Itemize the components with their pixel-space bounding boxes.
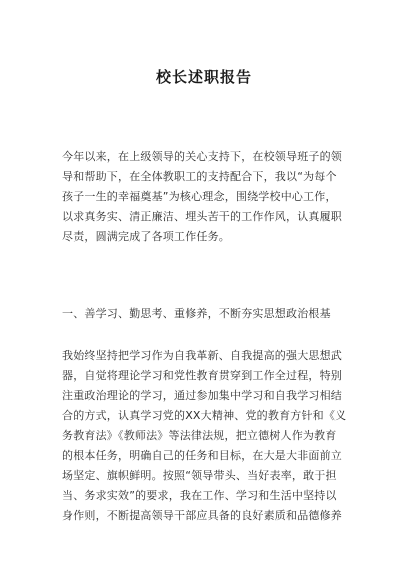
- paragraph-line: 我始终坚持把学习作为自我革新、自我提高的强大思想武: [62, 349, 342, 362]
- paragraph-line: 务教育法》《教师法》等法律法规，把立德树人作为教育: [62, 429, 337, 442]
- page-title: 校长述职报告: [155, 68, 252, 86]
- paragraph-line: 合的方式，认真学习党的XX大精神、党的教育方针和《义: [62, 409, 347, 422]
- paragraph-line: 注重政治理论的学习，通过参加集中学习和自我学习相结: [62, 389, 342, 402]
- paragraph-line: 导和帮助下，在全体教职工的支持配合下，我以“为每个: [62, 170, 337, 183]
- section-heading: 一、善学习、勤思考、重修养，不断夯实思想政治根基: [62, 307, 331, 320]
- paragraph-line: 今年以来，在上级领导的关心支持下，在校领导班子的领: [62, 150, 342, 163]
- paragraph-line: 以求真务实、清正廉洁、埋头苦干的工作作风，认真履职: [62, 210, 342, 223]
- paragraph-line: 的根本任务，明确自己的任务和目标，在大是大非面前立: [62, 449, 342, 462]
- paragraph-line: 身作则，不断提高领导干部应具备的良好素质和品德修养: [62, 509, 342, 522]
- paragraph-line: 尽责，圆满完成了各项工作任务。: [62, 230, 230, 243]
- paragraph-line: 器，自觉将理论学习和党性教育贯穿到工作全过程，特别: [62, 369, 342, 382]
- body-paragraph: [62, 346, 350, 526]
- intro-paragraph: [62, 147, 350, 247]
- section-heading-block: [62, 304, 350, 324]
- paragraph-line: 当、务求实效”的要求，我在工作、学习和生活中坚持以: [62, 489, 337, 502]
- paragraph-line: 孩子一生的幸福奠基”为核心理念，围绕学校中心工作，: [62, 190, 337, 203]
- paragraph-line: 场坚定、旗帜鲜明。按照“领导带头、当好表率，敢于担: [62, 469, 337, 482]
